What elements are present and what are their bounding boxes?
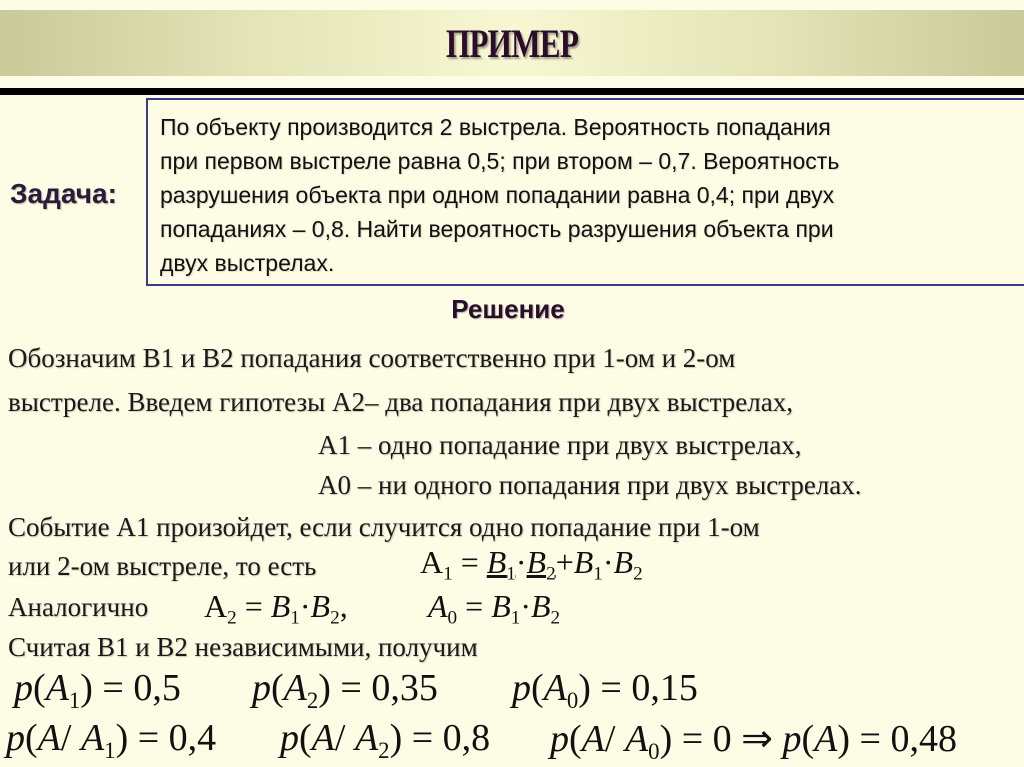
solution-line: выстреле. Введем гипотезы А2– два попадания при двух выстрелах, [8,387,793,417]
task-text [160,110,1010,280]
page-title: ПРИМЕР [445,20,579,66]
formula-pA1: $p(A_1) = 0,5$ [14,667,181,713]
value-pAA1: 0,4 [168,717,217,759]
value-pA0: 0,15 [631,667,698,709]
value-pA2: 0,35 [371,667,438,709]
task-label: Задача: [10,178,117,209]
formula-pAA2: p(A/ $A_2) = 0,8$ [280,717,491,763]
value-pA: 0,48 [890,718,957,760]
task-line: разрушения объекта при одном попадании равна 0,4; при двух [160,182,835,208]
solution-line: А1 – одно попадание при двух выстрелах, [318,430,802,460]
formula-pAA1: p(A/ $A_1) = 0,4$ [6,717,217,763]
solution-line: Обозначим B1 и B2 попадания соответственно при 1-ом и 2-ом [8,343,736,373]
solution-line: Событие А1 произойдет, если случится одно попадание при 1-ом [8,512,760,542]
formula-a1: $A_1 = B_1\cdot B_2+B_1\cdot B_2$ [420,544,643,585]
value-pA1: 0,5 [133,667,181,709]
solution-line: или 2-ом выстреле, то есть [8,551,317,581]
implies-arrow-icon: ⇒ [741,718,773,760]
task-line: при первом выстреле равна 0,5; при втором – 0,7. Вероятность [160,148,840,174]
solution-title: Решение [451,294,565,324]
formula-pAA0: p(A/ $A_0) = 0$ ⇒ p(A) = 0,48 [550,718,957,764]
solution-line: Аналогично [8,592,149,622]
solution-line: Считая B1 и B2 независимыми, получим [8,632,478,662]
title-divider [0,88,1024,95]
task-line: По объекту производится 2 выстрела. Вероятность попадания [160,114,831,140]
formula-pA0: $p(A_0) = 0,15$ [512,667,698,713]
formula-pA2: $p(A_2) = 0,35$ [252,667,438,713]
formula-a2: $A_2 = B_1\cdot B_2$, [204,588,348,629]
solution-line: А0 – ни одного попадания при двух выстрелах. [318,470,862,500]
formula-a0: $A_0 = B_1\cdot B_2$ [428,588,561,629]
value-pAA0: 0 [712,718,732,760]
task-line: двух выстрелах. [160,250,335,276]
value-pAA2: 0,8 [442,717,491,759]
task-line: попаданиях – 0,8. Найти вероятность разрушения объекта при [160,216,834,242]
